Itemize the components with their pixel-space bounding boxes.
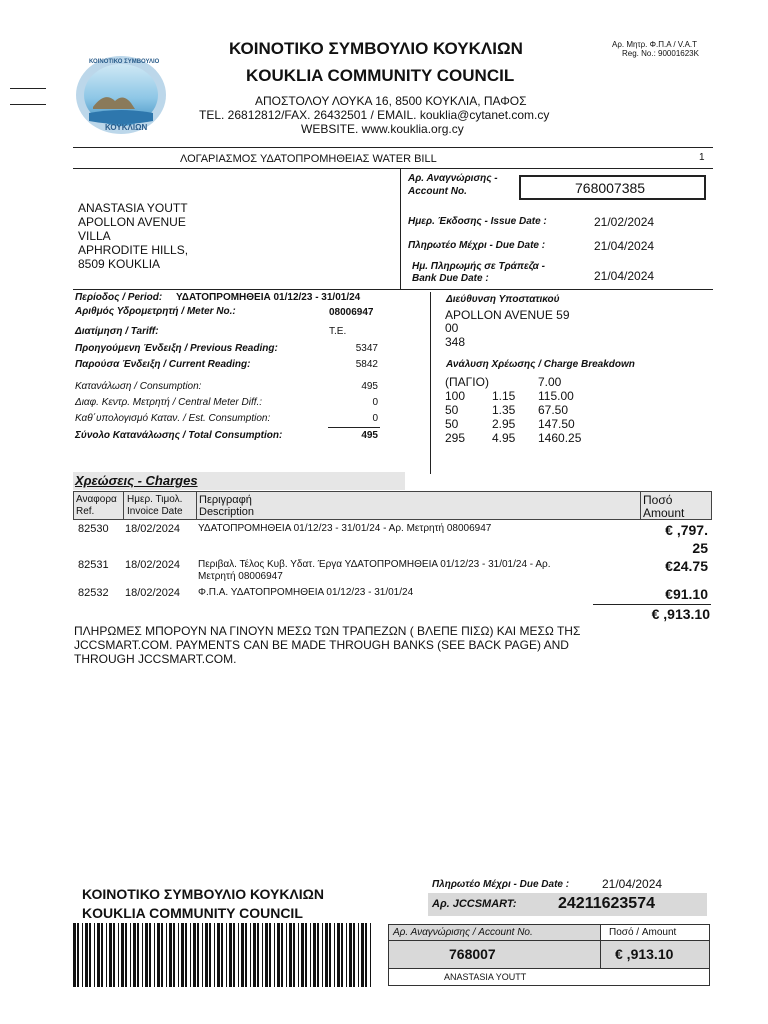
slip-customer-name: ANASTASIA YOUTT — [444, 972, 527, 982]
customer-line: 8509 KOUKLIA — [78, 257, 161, 271]
col-divider — [123, 492, 124, 519]
barcode-bar — [245, 923, 247, 987]
barcode-bar — [313, 923, 316, 987]
barcode-bar — [133, 923, 136, 987]
logo-bottom-text: ΚΟΥΚΛΙΩΝ — [105, 123, 148, 132]
barcode-bar — [310, 923, 311, 987]
jcc-label: Αρ. JCCSMART: — [432, 898, 517, 910]
breakdown-units: (ΠΑΓΙΟ) — [445, 375, 489, 389]
central-meter-diff: 0 — [372, 397, 378, 408]
barcode-bar — [277, 923, 280, 987]
rule-account-bottom — [73, 289, 713, 290]
barcode-bar — [106, 923, 107, 987]
charge-amount: €91.10 — [665, 586, 708, 602]
previous-reading-label: Προηγούμενη Ένδειξη / Previous Reading: — [75, 343, 278, 354]
barcode-bar — [265, 923, 268, 987]
charge-description: Περιβαλ. Τέλος Κυβ. Υδατ. Έργα ΥΔΑΤΟΠΡΟΜΗΘΕΙΑ 01/12/23 - 31/01/24 - Αρ. — [198, 559, 551, 570]
premises-line: APOLLON AVENUE 59 — [445, 308, 570, 322]
meter-number: 08006947 — [329, 307, 374, 318]
breakdown-rate: 1.35 — [492, 403, 516, 417]
barcode-bar — [202, 923, 203, 987]
slip-due-label: Πληρωτέο Μέχρι - Due Date : — [432, 879, 570, 890]
est-consumption: 0 — [372, 413, 378, 424]
barcode-bar — [190, 923, 191, 987]
header-amount-en: Amount — [643, 506, 685, 520]
barcode-bar — [257, 923, 259, 987]
due-date-label: Πληρωτέο Μέχρι - Due Date : — [408, 240, 546, 251]
bank-date-label-1: Ημ. Πληρωμής σε Τράπεζα - — [412, 261, 545, 272]
total-consumption-label: Σύνολο Κατανάλωσης / Total Consumption: — [75, 430, 283, 441]
slip-due-date: 21/04/2024 — [602, 877, 663, 891]
breakdown-amount: 147.50 — [538, 417, 575, 431]
due-date: 21/04/2024 — [594, 239, 655, 253]
barcode-bar — [253, 923, 256, 987]
tariff-label: Διατίμηση / Tariff: — [75, 326, 159, 337]
charge-description: Φ.Π.Α. ΥΔΑΤΟΠΡΟΜΗΘΕΙΑ 01/12/23 - 31/01/24 — [198, 587, 414, 598]
header-date-en: Invoice Date — [127, 506, 183, 517]
slip-amount-header: Ποσό / Amount — [609, 927, 677, 938]
col-divider — [640, 492, 641, 519]
breakdown-amount: 7.00 — [538, 375, 562, 389]
slip-account-value: 768007 — [449, 946, 496, 962]
slip-account-header: Αρ. Αναγνώρισης / Account No. — [393, 927, 533, 938]
barcode-bar — [137, 923, 139, 987]
barcode-bar — [166, 923, 167, 987]
barcode-bar — [205, 923, 208, 987]
slip-title-greek: ΚΟΙΝΟΤΙΚΟ ΣΥΜΒΟΥΛΙΟ ΚΟΥΚΛΙΩΝ — [82, 886, 324, 902]
account-number: 768007385 — [575, 180, 646, 196]
breakdown-amount: 1460.25 — [538, 431, 582, 445]
current-reading: 5842 — [355, 359, 378, 370]
barcode-bar — [334, 923, 335, 987]
barcode-bar — [113, 923, 115, 987]
slip-amt-value-cell — [601, 941, 709, 969]
barcode-bar — [325, 923, 328, 987]
breakdown-rate: 4.95 — [492, 431, 516, 445]
barcode-bar — [197, 923, 199, 987]
rule-top — [73, 147, 713, 148]
meter-divider — [430, 292, 431, 474]
notice-line: ΠΛΗΡΩΜΕΣ ΜΠΟΡΟΥΝ ΝΑ ΓΙΝΟΥΝ ΜΕΣΩ ΤΩΝ ΤΡΑΠΕΖΩΝ ( ΒΛΕΠΕ ΠΙΣΩ) ΚΑΙ ΜΕΣΩ ΤΗΣ — [74, 624, 581, 638]
header-ref-en: Ref. — [76, 506, 95, 517]
barcode-bar — [341, 923, 343, 987]
barcode-bar — [262, 923, 263, 987]
premises-line: 348 — [445, 335, 466, 349]
charge-amount: €24.75 — [665, 558, 708, 574]
breakdown-units: 50 — [445, 403, 459, 417]
breakdown-amount: 115.00 — [538, 389, 574, 403]
charges-section-header — [73, 472, 405, 490]
charge-date: 18/02/2024 — [125, 559, 181, 571]
barcode-bar — [73, 923, 76, 987]
barcode-bar — [130, 923, 131, 987]
barcode-bar — [289, 923, 292, 987]
notice-line: THROUGH JCCSMART.COM. — [74, 652, 237, 666]
charge-amount-cont: 25 — [692, 540, 708, 556]
slip-table — [388, 924, 710, 986]
barcode-bar — [317, 923, 319, 987]
vat-reg-number: Reg. No.: 90001623K — [622, 49, 699, 58]
charge-ref: 82530 — [78, 523, 109, 535]
rule-under-title — [73, 168, 713, 169]
charge-date: 18/02/2024 — [125, 523, 181, 535]
barcode-bar — [358, 923, 359, 987]
barcode-bar — [269, 923, 271, 987]
jcc-number: 24211623574 — [558, 895, 655, 912]
barcode-bar — [365, 923, 367, 987]
barcode-bar — [286, 923, 287, 987]
customer-line: VILLA — [78, 229, 111, 243]
account-label-english: Account No. — [408, 186, 467, 197]
issue-date-label: Ημερ. Έκδοσης - Issue Date : — [408, 216, 547, 227]
header-contact: TEL. 26812812/FAX. 26432501 / EMAIL. kouklia@cytanet.com.cy — [199, 108, 550, 122]
barcode-bar — [89, 923, 91, 987]
previous-reading: 5347 — [355, 343, 378, 354]
barcode-bar — [274, 923, 275, 987]
issue-date: 21/02/2024 — [594, 215, 655, 229]
barcode-bar — [337, 923, 340, 987]
slip-amount-value: € ,913.10 — [615, 946, 674, 962]
account-divider — [400, 169, 401, 289]
barcode-bar — [109, 923, 112, 987]
barcode-bar — [217, 923, 220, 987]
charge-ref: 82531 — [78, 559, 109, 571]
logo-top-text: ΚΟΙΝΟΤΙΚΟ ΣΥΜΒΟΥΛΙΟ — [89, 59, 160, 65]
barcode-bar — [82, 923, 83, 987]
meter-label: Αριθμός Υδρομετρητή / Meter No.: — [75, 306, 236, 317]
charge-description-cont: Μετρητή 08006947 — [198, 571, 283, 582]
barcode-bar — [157, 923, 160, 987]
barcode-bar — [301, 923, 304, 987]
bill-title: ΛΟΓΑΡΙΑΣΜΟΣ ΥΔΑΤΟΠΡΟΜΗΘΕΙΑΣ WATER BILL — [180, 153, 437, 165]
barcode-bar — [193, 923, 196, 987]
barcode-bar — [145, 923, 148, 987]
barcode-bar — [209, 923, 211, 987]
barcode-bar — [370, 923, 371, 987]
barcode-bar — [346, 923, 347, 987]
notice-line: JCCSMART.COM. PAYMENTS CAN BE MADE THROUGH BANKS (SEE BACK PAGE) AND — [74, 638, 569, 652]
barcode-bar — [178, 923, 179, 987]
premises-line: 00 — [445, 321, 459, 335]
consumption: 495 — [361, 381, 378, 392]
consumption-label: Κατανάλωση / Consumption: — [75, 381, 202, 392]
charge-amount: € ,797. — [665, 522, 708, 538]
breakdown-amount: 67.50 — [538, 403, 569, 417]
charges-total-rule — [593, 604, 711, 605]
barcode-bar — [142, 923, 143, 987]
breakdown-units: 50 — [445, 417, 459, 431]
barcode-bar — [349, 923, 352, 987]
header-date: Ημερ. Τιμολ. — [127, 494, 183, 505]
breakdown-rate: 1.15 — [492, 389, 516, 403]
barcode-bar — [77, 923, 79, 987]
header-title-greek: ΚΟΙΝΟΤΙΚΟ ΣΥΜΒΟΥΛΙΟ ΚΟΥΚΛΙΩΝ — [229, 39, 523, 58]
barcode-bar — [226, 923, 227, 987]
header-ref: Αναφορα — [76, 494, 117, 505]
barcode-bar — [97, 923, 100, 987]
customer-line: APHRODITE HILLS, — [78, 243, 189, 257]
slip-header-amt-cell — [601, 925, 709, 941]
slip-acc-value-cell — [389, 941, 601, 969]
barcode-bar — [281, 923, 283, 987]
barcode-bar — [125, 923, 127, 987]
est-consumption-label: Καθ΄υπολογισμό Καταν. / Est. Consumption: — [75, 413, 271, 424]
breakdown-units: 100 — [445, 389, 466, 403]
barcode-bar — [361, 923, 364, 987]
charge-date: 18/02/2024 — [125, 587, 181, 599]
barcode-bar — [154, 923, 155, 987]
barcode-bar — [173, 923, 175, 987]
vat-label: Αρ. Μητρ. Φ.Π.Α / V.A.T — [612, 40, 698, 49]
barcode-bar — [169, 923, 172, 987]
account-label-greek: Αρ. Αναγνώρισης - — [408, 173, 498, 184]
col-divider — [196, 492, 197, 519]
customer-line: APOLLON AVENUE — [78, 215, 186, 229]
charges-section-title: Χρεώσεις - Charges — [75, 473, 198, 488]
barcode-bar — [250, 923, 251, 987]
barcode-bar — [241, 923, 244, 987]
charge-ref: 82532 — [78, 587, 109, 599]
barcode-bar — [101, 923, 103, 987]
barcode-bar — [94, 923, 95, 987]
barcode-bar — [298, 923, 299, 987]
header-description-en: Description — [199, 506, 255, 518]
period-label: Περίοδος / Period: — [75, 292, 163, 303]
header-description: Περιγραφή — [199, 494, 252, 506]
total-consumption: 495 — [361, 430, 378, 441]
total-consumption-rule — [328, 427, 380, 428]
account-number-box — [519, 175, 706, 200]
period-value: ΥΔΑΤΟΠΡΟΜΗΘΕΙΑ 01/12/23 - 31/01/24 — [176, 292, 361, 303]
barcode-bar — [353, 923, 355, 987]
breakdown-units: 295 — [445, 431, 466, 445]
slip-header-acc-cell — [389, 925, 601, 941]
barcode-bar — [293, 923, 295, 987]
barcode-bar — [85, 923, 88, 987]
barcode-bar — [238, 923, 239, 987]
page-number: 1 — [699, 152, 705, 163]
barcode-bar — [221, 923, 223, 987]
barcode — [73, 923, 373, 987]
barcode-bar — [185, 923, 187, 987]
council-logo — [75, 55, 167, 135]
jcc-box — [428, 893, 707, 916]
slip-title-english: KOUKLIA COMMUNITY COUNCIL — [82, 905, 303, 921]
barcode-bar — [149, 923, 151, 987]
breakdown-label: Ανάλυση Χρέωσης / Charge Breakdown — [446, 359, 635, 370]
current-reading-label: Παρούσα Ένδειξη / Current Reading: — [75, 359, 251, 370]
bank-date-label-2: Bank Due Date : — [412, 273, 489, 284]
premises-label: Διεύθυνση Υποστατικού — [446, 294, 560, 305]
barcode-bar — [233, 923, 235, 987]
charge-description: ΥΔΑΤΟΠΡΟΜΗΘΕΙΑ 01/12/23 - 31/01/24 - Αρ. Μετρητή 08006947 — [198, 523, 492, 534]
left-margin-marks — [10, 88, 46, 108]
barcode-bar — [329, 923, 331, 987]
barcode-bar — [118, 923, 119, 987]
customer-line: ANASTASIA YOUTT — [78, 201, 188, 215]
barcode-bar — [214, 923, 215, 987]
barcode-bar — [305, 923, 307, 987]
breakdown-rate: 2.95 — [492, 417, 516, 431]
header-amount: Ποσό — [643, 493, 673, 507]
charges-total: € ,913.10 — [651, 606, 710, 622]
header-address: ΑΠΟΣΤΟΛΟΥ ΛΟΥΚΑ 16, 8500 ΚΟΥΚΛΙΑ, ΠΑΦΟΣ — [255, 94, 527, 108]
barcode-bar — [121, 923, 124, 987]
header-title-english: KOUKLIA COMMUNITY COUNCIL — [246, 66, 515, 85]
central-meter-label: Διαφ. Κεντρ. Μετρητή / Central Meter Diff.: — [75, 397, 263, 408]
bank-due-date: 21/04/2024 — [594, 269, 655, 283]
tariff-value: T.E. — [329, 326, 347, 337]
barcode-bar — [181, 923, 184, 987]
barcode-bar — [229, 923, 232, 987]
barcode-bar — [322, 923, 323, 987]
barcode-bar — [161, 923, 163, 987]
header-website: WEBSITE. www.kouklia.org.cy — [301, 122, 464, 136]
charges-table-header — [73, 491, 712, 520]
